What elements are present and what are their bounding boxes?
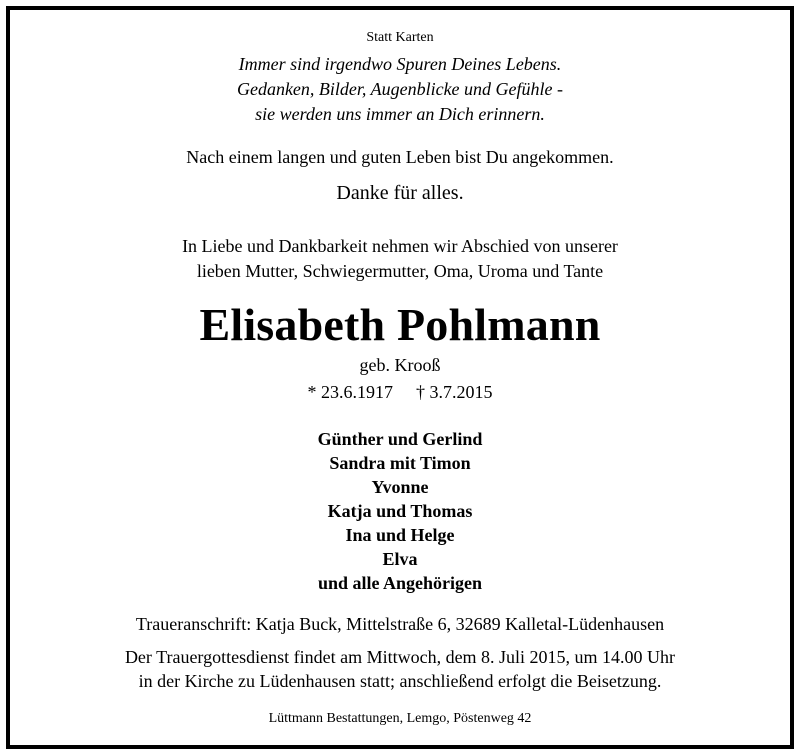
verse-line-3: sie werden uns immer an Dich erinnern.	[255, 104, 545, 124]
life-dates	[10, 382, 790, 403]
death-date: † 3.7.2015	[416, 382, 493, 402]
family-line-1: Günther und Gerlind	[317, 429, 483, 449]
undertaker-line: Lüttmann Bestattungen, Lemgo, Pöstenweg 42	[268, 711, 532, 726]
family-line-5: Ina und Helge	[345, 525, 455, 545]
service-line-1: Der Trauergottesdienst findet am Mittwoch, dem 8. Juli 2015, um 14.00 Uhr	[124, 647, 676, 667]
obituary-notice	[6, 6, 794, 749]
statt-karten-label: Statt Karten	[366, 30, 434, 45]
family-line-7: und alle Angehörigen	[317, 573, 483, 593]
mourning-address: Traueranschrift: Katja Buck, Mittelstraße 6, 32689 Kalletal-Lüdenhausen	[135, 614, 665, 634]
thanks-line: Danke für alles.	[336, 182, 464, 204]
family-line-2: Sandra mit Timon	[329, 453, 471, 473]
verse-line-2: Gedanken, Bilder, Augenblicke und Gefühle -	[236, 79, 564, 99]
maiden-name: geb. Krooß	[359, 355, 441, 375]
family-line-3: Yvonne	[371, 477, 429, 497]
arrived-line: Nach einem langen und guten Leben bist Du angekommen.	[186, 147, 614, 167]
intro-line-1: In Liebe und Dankbarkeit nehmen wir Abschied von unserer	[182, 236, 618, 256]
intro-line-2: lieben Mutter, Schwiegermutter, Oma, Uroma und Tante	[196, 261, 604, 281]
birth-date: * 23.6.1917	[307, 382, 393, 402]
family-line-4: Katja und Thomas	[327, 501, 473, 521]
deceased-name: Elisabeth Pohlmann	[199, 299, 601, 350]
family-line-6: Elva	[382, 549, 418, 569]
service-line-2: in der Kirche zu Lüdenhausen statt; anschließend erfolgt die Beisetzung.	[138, 671, 662, 691]
verse-line-1: Immer sind irgendwo Spuren Deines Lebens.	[238, 54, 562, 74]
